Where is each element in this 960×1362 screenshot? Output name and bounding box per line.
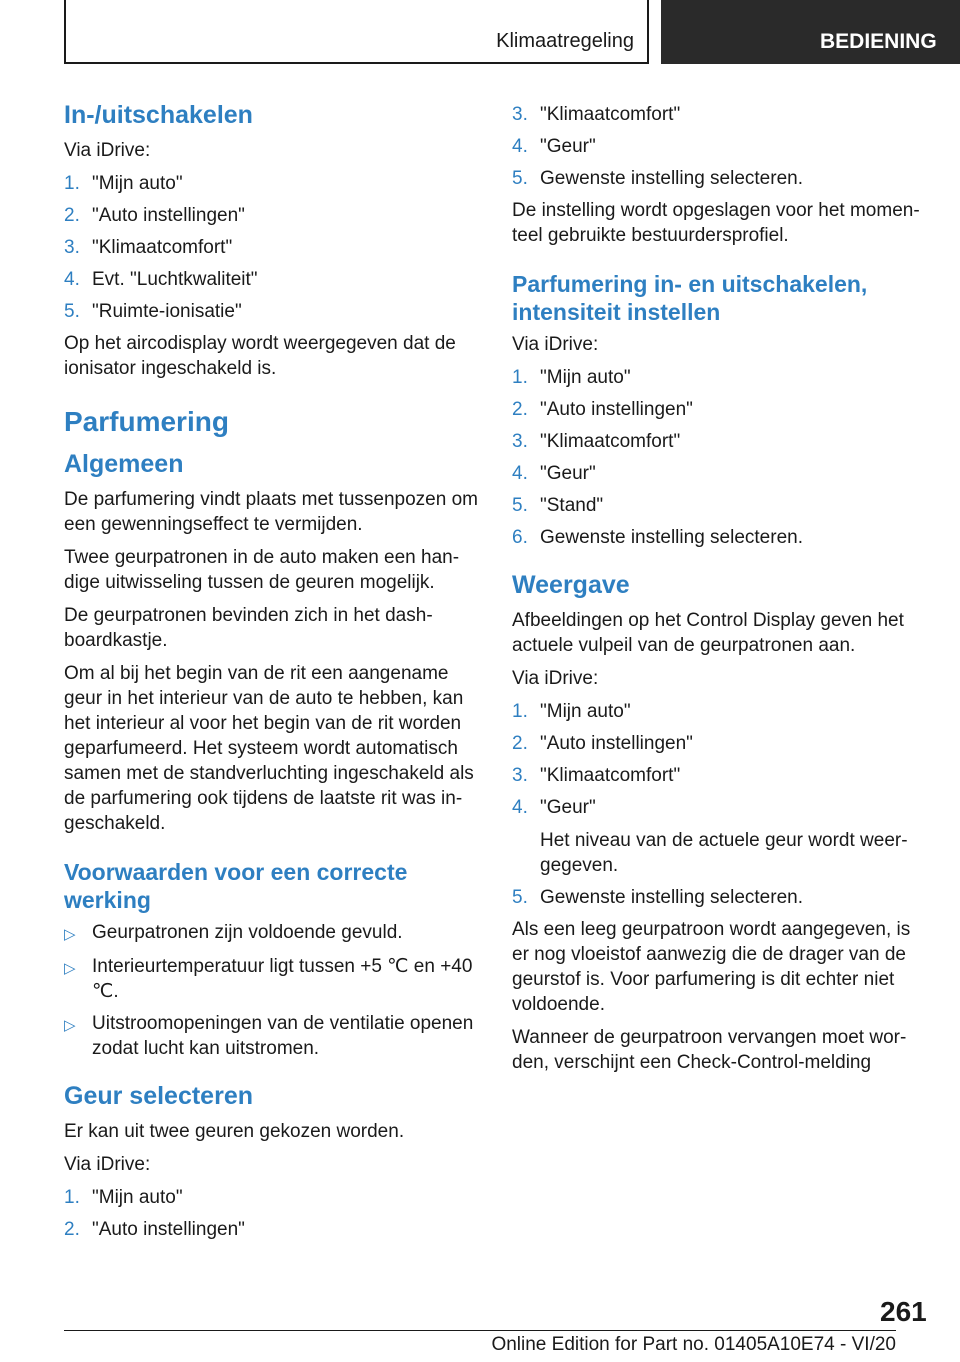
heading-weergave: Weergave	[512, 571, 630, 599]
numbered-list	[64, 1185, 482, 1242]
list-item: 2. "Auto instellingen"	[512, 733, 693, 754]
right-column	[512, 100, 930, 1083]
triangle-bullet-icon: ▷	[64, 926, 76, 943]
numbered-list	[512, 102, 930, 191]
list-item: 2. "Auto instellingen"	[512, 399, 693, 420]
via-idrive-label: Via iDrive:	[64, 1154, 151, 1175]
list-item: 4. "Geur"	[512, 136, 596, 157]
via-idrive-label: Via iDrive:	[512, 668, 599, 689]
left-column	[64, 100, 482, 1249]
list-item: 3. "Klimaatcomfort"	[512, 765, 681, 786]
list-item: 3. "Klimaatcomfort"	[512, 431, 681, 452]
heading-algemeen: Algemeen	[64, 450, 184, 478]
page-number: 261	[880, 1296, 927, 1327]
triangle-bullet-icon: ▷	[64, 1017, 76, 1034]
list-item: 1. "Mijn auto"	[512, 701, 631, 722]
footer-divider	[64, 1330, 896, 1331]
paragraph: De parfumering vindt plaats met tussenpozen om een gewenningseffect te vermijden.	[64, 489, 478, 535]
list-item: 6. Gewenste instelling selecteren.	[512, 527, 803, 548]
paragraph: Afbeeldingen op het Control Display geven het actuele vulpeil van de geurpatronen aan.	[512, 610, 904, 656]
heading-voorwaarden: Voorwaarden voor een correcte werking	[64, 859, 408, 913]
paragraph: Als een leeg geurpatroon wordt aangegeven, is er nog vloeistof aanwezig die de drager van de geurstof is. Voor parfumering is dit echter niet voldoende.	[512, 919, 911, 1015]
numbered-list	[512, 365, 930, 550]
list-item: 3. "Klimaatcomfort"	[512, 104, 681, 125]
list-item: ▷ Geurpatronen zijn voldoende gevuld.	[64, 920, 482, 947]
via-idrive-label: Via iDrive:	[512, 334, 599, 355]
paragraph: Wanneer de geurpatroon vervangen moet worden, verschijnt een Check-Control-melding	[512, 1027, 907, 1073]
list-item: ▷ Uitstroomopeningen van de ventilatie openen zodat lucht kan uitstromen.	[64, 1013, 474, 1059]
list-item: 4. Evt. "Luchtkwaliteit"	[64, 269, 258, 290]
paragraph: Op het aircodisplay wordt weergegeven dat de ionisator ingeschakeld is.	[64, 333, 456, 379]
list-item: 5. Gewenste instelling selecteren.	[512, 887, 803, 908]
list-item: 5. "Ruimte-ionisatie"	[64, 301, 242, 322]
paragraph: De geurpatronen bevinden zich in het dashboardkastje.	[64, 605, 433, 651]
paragraph: Er kan uit twee geuren gekozen worden.	[64, 1121, 405, 1142]
list-item: 5. Gewenste instelling selecteren.	[512, 168, 803, 189]
bullet-list	[64, 920, 482, 1061]
list-item: 4. "Geur" Het niveau van de actuele geur wordt weergegeven.	[512, 795, 930, 878]
step-note: Het niveau van de actuele geur wordt weergegeven.	[540, 830, 908, 876]
paragraph: De instelling wordt opgeslagen voor het momenteel gebruikte bestuurdersprofiel.	[512, 200, 920, 246]
list-item: 2. "Auto instellingen"	[64, 1219, 245, 1240]
list-item: ▷ Interieurtemperatuur ligt tussen +5 ℃ en +40 ℃.	[64, 956, 473, 1002]
via-idrive-label: Via iDrive:	[64, 140, 151, 161]
heading-parfumering-schakelen: Parfumering in- en uitschakelen, intensiteit instellen	[512, 271, 868, 325]
numbered-list	[64, 171, 482, 324]
paragraph: Om al bij het begin van de rit een aangename geur in het interieur van de auto te hebben, kan het interieur al voor het begin van de rit worden geparfumeerd. Het systeem wordt automatisch samen met de standverluchting ingeschakeld als de parfumering ook tijdens de laatste rit was ingeschakeld.	[64, 663, 474, 834]
list-item: 5. "Stand"	[512, 495, 604, 516]
heading-parfumering: Parfumering	[64, 406, 229, 437]
section-title: Klimaatregeling	[496, 30, 634, 52]
list-item: 2. "Auto instellingen"	[64, 205, 245, 226]
heading-in-uitschakelen: In-/uitschakelen	[64, 101, 253, 129]
heading-geur-selecteren: Geur selecteren	[64, 1082, 253, 1110]
chapter-tab: BEDIENING	[661, 0, 960, 64]
list-item: 3. "Klimaatcomfort"	[64, 237, 233, 258]
edition-note: Online Edition for Part no. 01405A10E74 - VI/20	[491, 1334, 896, 1355]
numbered-list	[512, 699, 930, 910]
list-item: 1. "Mijn auto"	[64, 1187, 183, 1208]
triangle-bullet-icon: ▷	[64, 960, 76, 977]
list-item: 1. "Mijn auto"	[512, 367, 631, 388]
list-item: 4. "Geur"	[512, 463, 596, 484]
list-item: 1. "Mijn auto"	[64, 173, 183, 194]
paragraph: Twee geurpatronen in de auto maken een handige uitwisseling tussen de geuren mogelijk.	[64, 547, 460, 593]
